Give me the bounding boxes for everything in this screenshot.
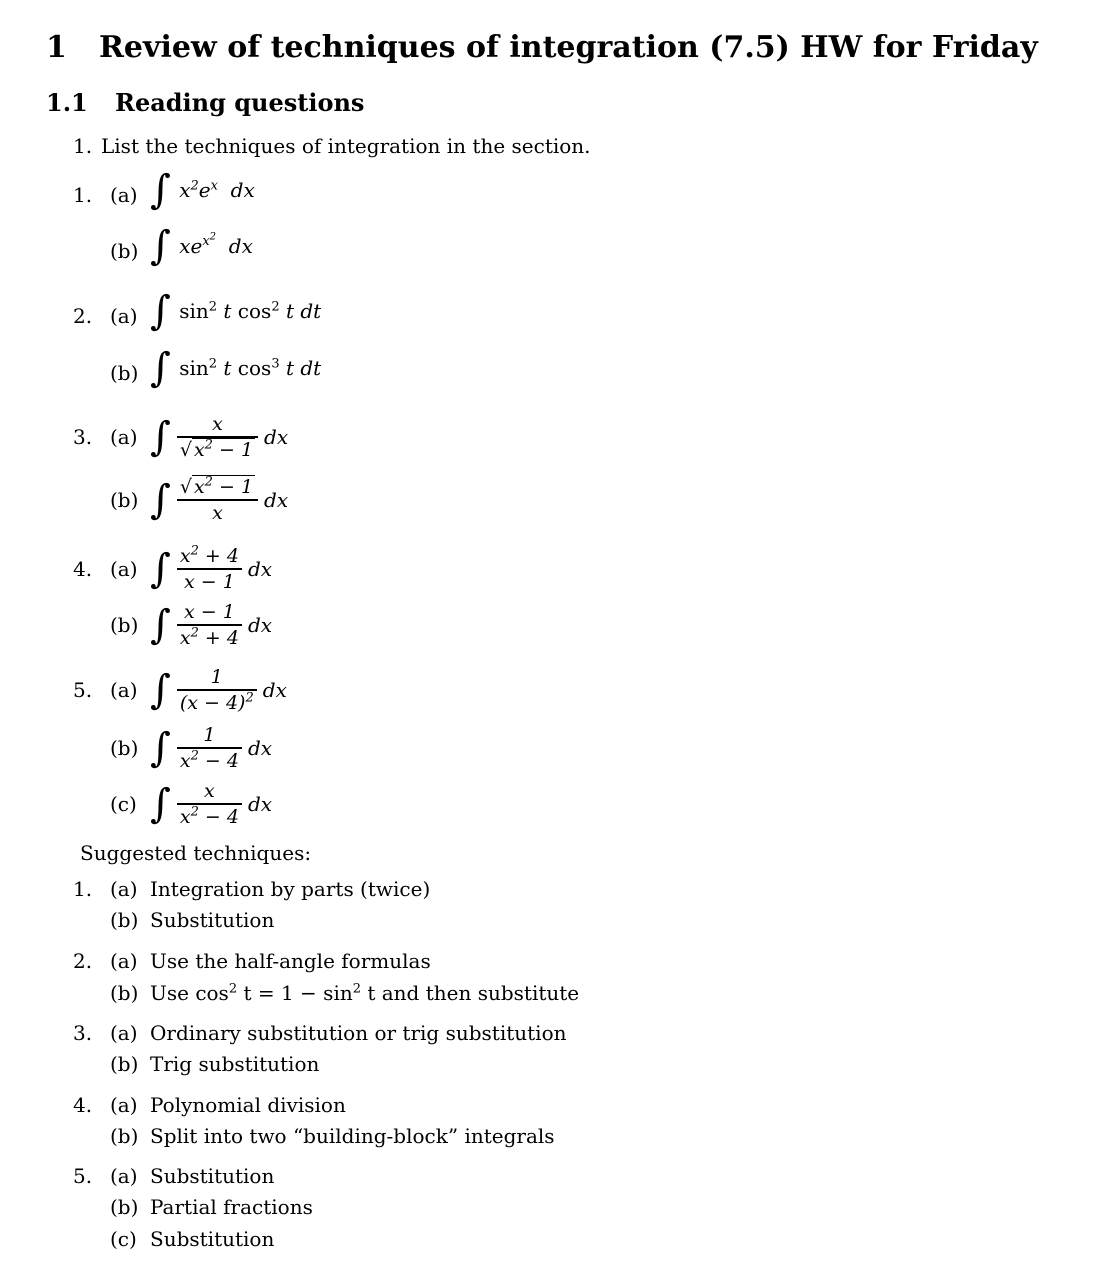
suggestion-number: 3.: [73, 1021, 93, 1045]
integral-expression: ∫ $\sin^2 t$ $\cos^3 t$ dt: [150, 345, 322, 391]
section-title: Review of techniques of integration (7.5) HW for Friday: [99, 30, 1038, 65]
suggestion-text: Substitution: [150, 1227, 275, 1251]
suggestion-text: Split into two “building-block” integrals: [150, 1124, 555, 1148]
suggestion-number: 2.: [73, 949, 93, 973]
part-label: (b): [110, 488, 139, 512]
part-label: (b): [110, 1124, 139, 1148]
part-label: (b): [110, 239, 139, 263]
integral-expression: ∫ $\frac{1}{x^2 - 4}$ dx: [150, 724, 273, 772]
subsection-number: 1.1: [46, 88, 88, 117]
suggestion-text: Polynomial division: [150, 1093, 346, 1117]
part-label: (b): [110, 736, 139, 760]
subsection-title: Reading questions: [115, 88, 365, 117]
part-label: (a): [110, 557, 138, 581]
part-label: (a): [110, 304, 138, 328]
suggestion-number: 1.: [73, 877, 93, 901]
part-label: (a): [110, 1093, 138, 1117]
suggestion-text: Trig substitution: [150, 1052, 320, 1076]
part-label: (a): [110, 678, 138, 702]
integral-expression: ∫ $\frac{x}{√ x^2 - 1}$ dx: [150, 413, 289, 461]
part-label: (c): [110, 792, 137, 816]
suggestion-text: Ordinary substitution or trig substitution: [150, 1021, 567, 1045]
part-label: (a): [110, 183, 138, 207]
part-label: (a): [110, 1021, 138, 1045]
suggestion-text: Substitution: [150, 1164, 275, 1188]
suggestion-text: Use the half-angle formulas: [150, 949, 431, 973]
integral-sign-icon: ∫: [150, 345, 171, 391]
part-label: (b): [110, 981, 139, 1005]
integral-sign-icon: ∫: [150, 223, 171, 269]
integral-sign-icon: ∫: [150, 545, 171, 592]
integral-sign-icon: ∫: [150, 724, 171, 771]
integral-sign-icon: ∫: [150, 288, 171, 334]
section-number: 1: [46, 30, 67, 65]
integral-expression: ∫ $xe^{x^2}$ dx: [150, 223, 253, 269]
problem-number: 2.: [73, 304, 93, 328]
suggestion-number: 5.: [73, 1164, 93, 1188]
part-label: (a): [110, 877, 138, 901]
intro-text: List the techniques of integration in the section.: [101, 134, 591, 158]
integral-expression: ∫ $\frac{1}{(x - 4)^2}$ dx: [150, 666, 287, 714]
integral-expression: ∫ $\sin^2 t$ $\cos^2 t$ dt: [150, 288, 322, 334]
integral-expression: ∫ $\frac{x^2 + 4}{x - 1}$ dx: [150, 543, 273, 593]
part-label: (a): [110, 949, 138, 973]
suggestion-text: Partial fractions: [150, 1195, 313, 1219]
suggestion-text: Use $\cos^2 t = 1 - \sin^2 t$ and then substitute: [150, 981, 580, 1005]
integral-sign-icon: ∫: [150, 601, 171, 648]
integral-expression: ∫ $\frac{x - 1}{x^2 + 4}$ dx: [150, 601, 273, 649]
suggestion-text: Substitution: [150, 908, 275, 932]
part-label: (b): [110, 1052, 139, 1076]
part-label: (c): [110, 1227, 137, 1251]
problem-number: 5.: [73, 678, 93, 702]
suggestion-text: Integration by parts (twice): [150, 877, 431, 901]
integral-sign-icon: ∫: [150, 167, 171, 213]
part-label: (b): [110, 361, 139, 385]
part-label: (a): [110, 1164, 138, 1188]
integral-expression: ∫ $\frac{√ x^2 - 1}{x}$ dx: [150, 474, 289, 524]
part-label: (b): [110, 613, 139, 637]
suggestion-number: 4.: [73, 1093, 93, 1117]
problem-number: 3.: [73, 425, 93, 449]
part-label: (b): [110, 1195, 139, 1219]
integral-sign-icon: ∫: [150, 476, 171, 523]
integral-sign-icon: ∫: [150, 413, 171, 460]
problem-number: 1.: [73, 183, 93, 207]
integral-expression: ∫ $\frac{x}{x^2 - 4}$ dx: [150, 780, 273, 828]
integral-sign-icon: ∫: [150, 666, 171, 713]
integral-expression: ∫ $x^2e^x$ dx: [150, 167, 255, 213]
suggested-heading: Suggested techniques:: [80, 841, 312, 865]
problem-number: 4.: [73, 557, 93, 581]
part-label: (a): [110, 425, 138, 449]
integral-sign-icon: ∫: [150, 780, 171, 827]
part-label: (b): [110, 908, 139, 932]
intro-number: 1.: [73, 134, 93, 158]
